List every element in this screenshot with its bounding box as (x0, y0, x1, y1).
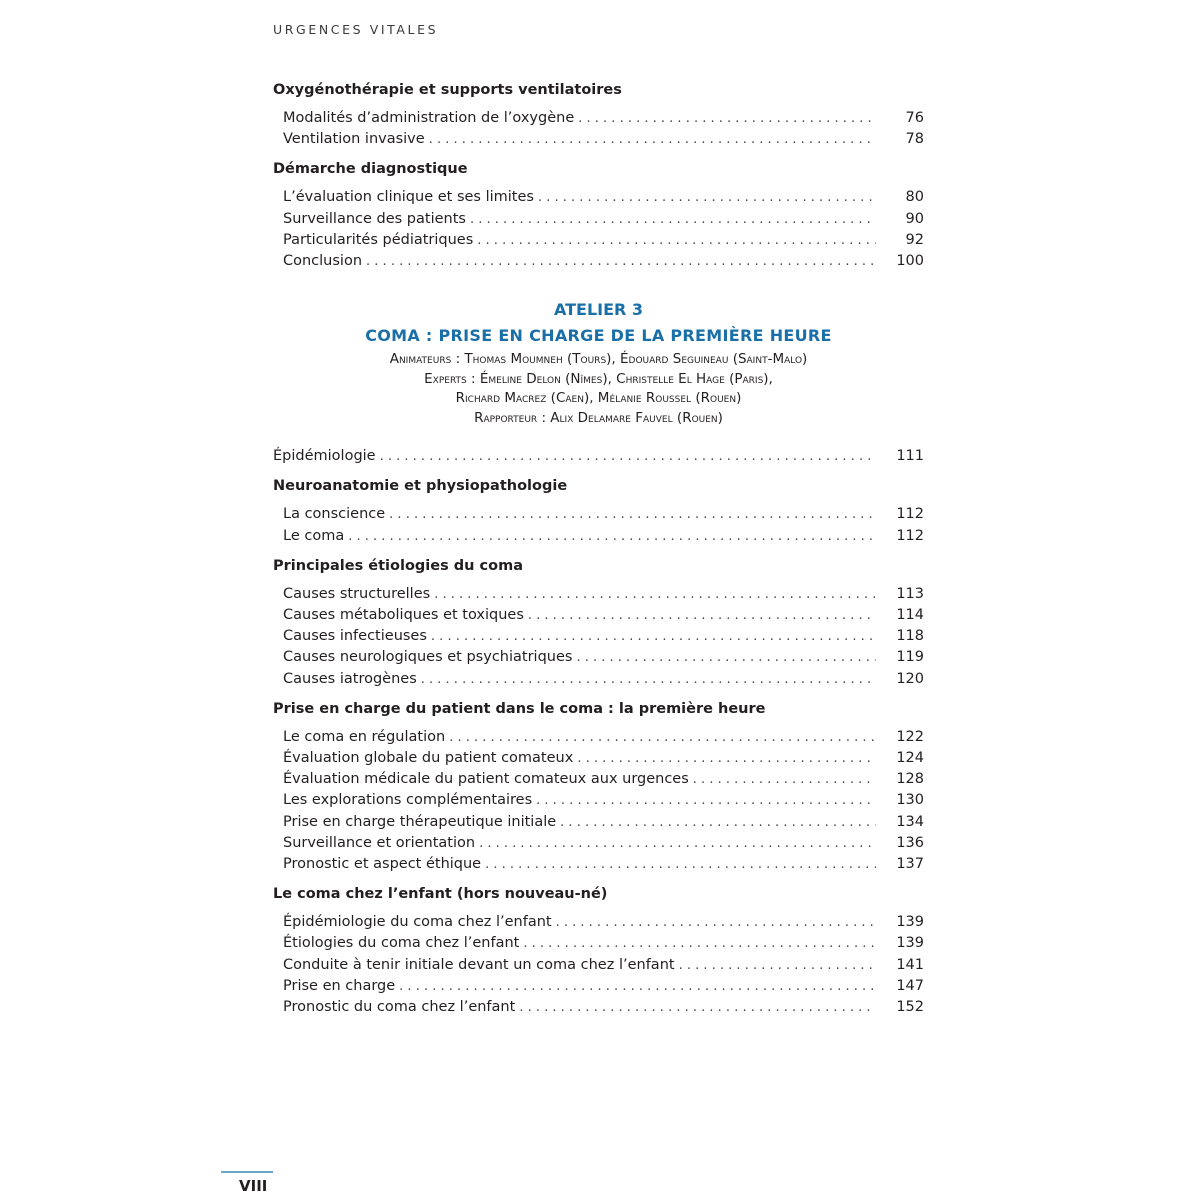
toc-entry-title: Causes métaboliques et toxiques (283, 607, 524, 624)
dot-leader (389, 504, 876, 525)
toc-entry[interactable] (273, 584, 924, 605)
toc-section-heading: Prise en charge du patient dans le coma : la première heure (273, 700, 766, 717)
atelier-credit: Animateurs : Thomas Moumneh (Tours), Édouard Seguineau (Saint-Malo) (389, 351, 808, 368)
toc-entry[interactable] (273, 833, 924, 854)
toc-entry-page: 136 (896, 834, 924, 851)
toc-entry-title: Particularités pédiatriques (283, 231, 474, 248)
toc-entry-title: Surveillance et orientation (283, 834, 476, 851)
dot-leader (560, 812, 876, 833)
toc-entry-title: Conclusion (283, 253, 363, 270)
dot-leader (577, 748, 876, 769)
toc-entry-title: Pronostic et aspect éthique (283, 856, 482, 873)
toc-entry-page: 137 (896, 856, 924, 873)
dot-leader (693, 769, 876, 790)
dot-leader (519, 997, 876, 1018)
toc-entry-title: Causes infectieuses (283, 628, 427, 645)
toc-section-heading: Oxygénothérapie et supports ventilatoires (273, 82, 622, 98)
toc-entry-epidemiologie[interactable] (273, 446, 924, 467)
toc-entry[interactable] (273, 812, 924, 833)
toc-entry-page: 111 (896, 448, 924, 465)
toc-entry[interactable] (273, 605, 924, 626)
atelier-title: COMA : PRISE EN CHARGE DE LA PREMIÈRE HEURE (365, 326, 832, 346)
toc-entry[interactable] (273, 933, 924, 954)
toc-entry-title: Causes structurelles (283, 585, 431, 602)
toc-entry-page: 78 (905, 131, 924, 148)
toc-entry-page: 139 (896, 935, 924, 952)
toc-entry-title: Étiologies du coma chez l’enfant (283, 935, 520, 952)
toc-entry-title: Le coma en régulation (283, 728, 446, 745)
toc-entry[interactable] (273, 976, 924, 997)
dot-leader (528, 605, 876, 626)
toc-entry-title: Causes neurologiques et psychiatriques (283, 649, 573, 666)
toc-entry[interactable] (273, 209, 924, 230)
dot-leader (421, 669, 876, 690)
toc-group-enfant (273, 884, 924, 1018)
toc-entry-page: 134 (896, 813, 924, 830)
dot-leader (434, 584, 876, 605)
toc-entry[interactable] (273, 647, 924, 668)
dot-leader (578, 108, 876, 129)
toc-entry-title: Surveillance des patients (283, 210, 466, 227)
toc-group-etiologies (273, 556, 924, 690)
toc-entry-title: Prise en charge thérapeutique initiale (283, 813, 557, 830)
toc-entry[interactable] (273, 129, 924, 150)
dot-leader (576, 647, 876, 668)
toc-entry-page: 112 (896, 506, 924, 523)
dot-leader (348, 526, 876, 547)
toc-entry[interactable] (273, 187, 924, 208)
dot-leader (485, 854, 876, 875)
dot-leader (380, 446, 876, 467)
toc-entry-title: Évaluation médicale du patient comateux aux urgences (283, 771, 689, 788)
toc-entry-page: 76 (905, 110, 924, 126)
toc-group-oxygenotherapie (273, 80, 924, 150)
toc-entry-page: 100 (896, 253, 924, 270)
toc-entry[interactable] (273, 626, 924, 647)
toc-entry[interactable] (273, 769, 924, 790)
table-of-contents (273, 80, 924, 1018)
toc-entry-page: 113 (896, 585, 924, 602)
dot-leader (470, 209, 876, 230)
toc-entry-page: 120 (896, 670, 924, 687)
toc-group-demarche (273, 159, 924, 272)
toc-entry-title: L’évaluation clinique et ses limites (283, 189, 534, 206)
toc-entry-page: 124 (896, 750, 924, 767)
dot-leader (479, 833, 876, 854)
dot-leader (399, 976, 876, 997)
toc-group-neuroanatomie (273, 476, 924, 546)
toc-entry-title: Épidémiologie (273, 448, 376, 465)
toc-entry[interactable] (273, 230, 924, 251)
toc-entry[interactable] (273, 669, 924, 690)
toc-entry-title: Ventilation invasive (283, 131, 425, 148)
toc-entry-title: Prise en charge (283, 977, 396, 994)
toc-entry-page: 152 (896, 999, 924, 1016)
dot-leader (556, 912, 876, 933)
toc-entry-page: 130 (896, 792, 924, 809)
footer-rule (221, 1171, 273, 1173)
toc-group-prise-en-charge (273, 699, 924, 875)
dot-leader (429, 129, 876, 150)
toc-entry-title: Épidémiologie du coma chez l’enfant (283, 914, 552, 931)
toc-entry-page: 92 (905, 231, 924, 248)
toc-entry-page: 114 (896, 607, 924, 624)
atelier-credit: Richard Macrez (Caen), Mélanie Roussel (Rouen) (455, 390, 742, 407)
toc-entry-title: Le coma (283, 527, 345, 544)
dot-leader (523, 933, 876, 954)
toc-entry-title: Pronostic du coma chez l’enfant (283, 999, 516, 1016)
toc-entry-page: 118 (896, 628, 924, 645)
toc-entry-title: Évaluation globale du patient comateux (283, 750, 574, 767)
toc-entry[interactable] (273, 790, 924, 811)
toc-entry-page: 122 (896, 728, 924, 745)
toc-entry[interactable] (273, 955, 924, 976)
running-head: URGENCES VITALES (273, 22, 439, 37)
toc-entry[interactable] (273, 912, 924, 933)
dot-leader (538, 187, 876, 208)
toc-entry-page: 147 (896, 977, 924, 994)
toc-entry-title: Conduite à tenir initiale devant un coma chez l’enfant (283, 956, 675, 973)
toc-section-heading: Principales étiologies du coma (273, 557, 523, 574)
toc-entry[interactable] (273, 108, 924, 129)
toc-entry[interactable] (273, 748, 924, 769)
toc-entry-page: 80 (905, 189, 924, 206)
toc-entry-page: 112 (896, 527, 924, 544)
toc-entry-title: Les explorations complémentaires (283, 792, 533, 809)
atelier-credit: Rapporteur : Alix Delamare Fauvel (Rouen) (474, 409, 723, 426)
toc-entry[interactable] (273, 997, 924, 1018)
toc-section-heading: Neuroanatomie et physiopathologie (273, 478, 568, 495)
toc-entry[interactable] (273, 854, 924, 875)
toc-section-heading: Démarche diagnostique (273, 161, 468, 178)
atelier-credit: Experts : Émeline Delon (Nîmes), Christelle El Hage (Paris), (424, 370, 773, 387)
toc-entry[interactable] (273, 526, 924, 547)
toc-entry[interactable] (273, 727, 924, 748)
dot-leader (477, 230, 876, 251)
toc-entry[interactable] (273, 504, 924, 525)
toc-entry-title: La conscience (283, 506, 386, 523)
dot-leader (449, 727, 876, 748)
dot-leader (366, 251, 876, 272)
toc-entry-page: 119 (896, 649, 924, 666)
toc-entry-title: Modalités d’administration de l’oxygène (283, 110, 575, 126)
toc-entry-title: Causes iatrogènes (283, 670, 417, 687)
toc-entry-page: 90 (905, 210, 924, 227)
dot-leader (431, 626, 876, 647)
toc-entry-page: 139 (896, 914, 924, 931)
atelier-number: ATELIER 3 (553, 300, 644, 320)
toc-entry-page: 128 (896, 771, 924, 788)
toc-section-heading: Le coma chez l’enfant (hors nouveau-né) (273, 886, 608, 903)
atelier-header (273, 298, 924, 428)
page-number: VIII (239, 1177, 268, 1195)
dot-leader (679, 955, 876, 976)
dot-leader (536, 790, 876, 811)
toc-entry[interactable] (273, 251, 924, 272)
toc-entry-page: 141 (896, 956, 924, 973)
